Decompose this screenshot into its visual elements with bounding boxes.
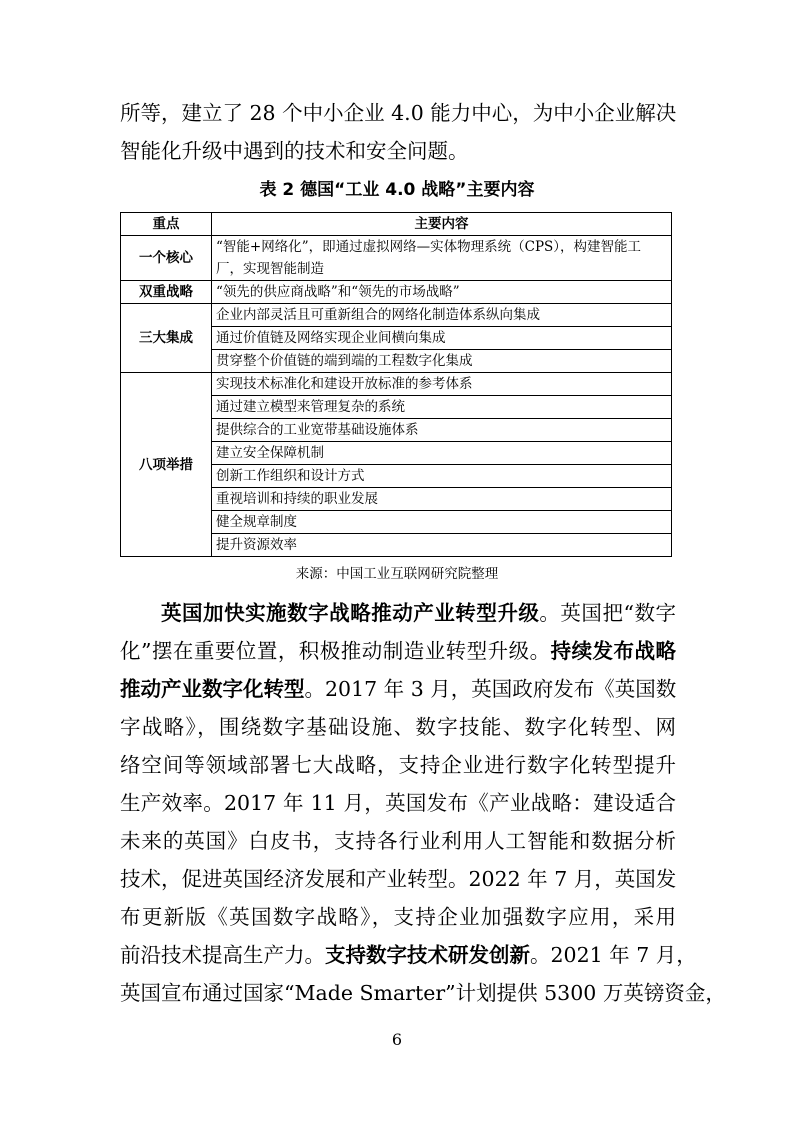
row-value: 提升资源效率 <box>212 534 672 557</box>
row-value: “领先的供应商战略”和“领先的市场战略” <box>212 281 672 304</box>
table-row <box>121 236 672 281</box>
row-value: 健全规章制度 <box>212 511 672 534</box>
text-run: 。英国把“数字 <box>539 601 676 625</box>
paragraph-line: 字战略》，围绕数字基础设施、数字技能、数字化转型、网 <box>120 715 676 739</box>
text-run: 前沿技术提高生产力。 <box>120 943 325 967</box>
bold-heading: 推动产业数字化转型 <box>120 677 305 701</box>
paragraph-line <box>120 670 676 708</box>
row-key: 八项举措 <box>121 373 212 557</box>
bold-heading: 英国加快实施数字战略推动产业转型升级 <box>161 601 540 625</box>
text-run: 。2021 年 7 月， <box>530 943 697 967</box>
text-run: 化”摆在重要位置，积极推动制造业转型升级。 <box>120 639 551 663</box>
row-value: 通过建立模型来管理复杂的系统 <box>212 396 672 419</box>
table-row <box>121 281 672 304</box>
paragraph-line: 生产效率。2017 年 11 月，英国发布《产业战略：建设适合 <box>120 791 676 815</box>
row-value: “智能+网络化”，即通过虚拟网络—实体物理系统（CPS），构建智能工厂，实现智能制造 <box>212 236 672 281</box>
row-value: 建立安全保障机制 <box>212 442 672 465</box>
bold-heading: 支持数字技术研发创新 <box>325 943 530 967</box>
bold-heading: 持续发布战略 <box>550 639 677 663</box>
paragraph-line: 英国宣布通过国家“Made Smarter”计划提供 5300 万英镑资金， <box>120 981 726 1005</box>
header-key: 重点 <box>121 213 212 236</box>
table-header-row <box>121 213 672 236</box>
paragraph-line: 所等，建立了 28 个中小企业 4.0 能力中心，为中小企业解决 <box>120 101 677 125</box>
paragraph-line <box>120 936 697 974</box>
paragraph-line: 未来的英国》白皮书，支持各行业利用人工智能和数据分析 <box>120 829 676 853</box>
row-value: 通过价值链及网络实现企业间横向集成 <box>212 327 672 350</box>
strategy-table <box>120 212 672 557</box>
row-value: 重视培训和持续的职业发展 <box>212 488 672 511</box>
row-value: 实现技术标准化和建设开放标准的参考体系 <box>212 373 672 396</box>
top-paragraph <box>120 94 676 170</box>
paragraph-line: 络空间等领域部署七大战略，支持企业进行数字化转型提升 <box>120 753 676 777</box>
table-caption: 表 2 德国“工业 4.0 战略”主要内容 <box>259 180 535 200</box>
row-value: 创新工作组织和设计方式 <box>212 465 672 488</box>
row-value: 企业内部灵活且可重新组合的网络化制造体系纵向集成 <box>212 304 672 327</box>
header-content: 主要内容 <box>212 213 672 236</box>
row-key: 三大集成 <box>121 304 212 373</box>
row-key: 双重战略 <box>121 281 212 304</box>
uk-paragraph <box>120 594 726 1012</box>
table-source: 来源：中国工业互联网研究院整理 <box>295 566 499 582</box>
paragraph-line: 技术，促进英国经济发展和产业转型。2022 年 7 月，英国发 <box>120 867 677 891</box>
paragraph-line: 布更新版《英国数字战略》，支持企业加强数字应用，采用 <box>120 905 676 929</box>
row-key: 一个核心 <box>121 236 212 281</box>
row-value: 贯穿整个价值链的端到端的工程数字化集成 <box>212 350 672 373</box>
text-run: 。2017 年 3 月，英国政府发布《英国数 <box>304 677 677 701</box>
page-number: 6 <box>391 1030 403 1049</box>
row-value: 提供综合的工业宽带基础设施体系 <box>212 419 672 442</box>
paragraph-line: 智能化升级中遇到的技术和安全问题。 <box>120 139 469 163</box>
table-row <box>121 304 672 327</box>
table-row <box>121 373 672 396</box>
paragraph-line <box>120 632 676 670</box>
paragraph-line <box>120 594 676 632</box>
